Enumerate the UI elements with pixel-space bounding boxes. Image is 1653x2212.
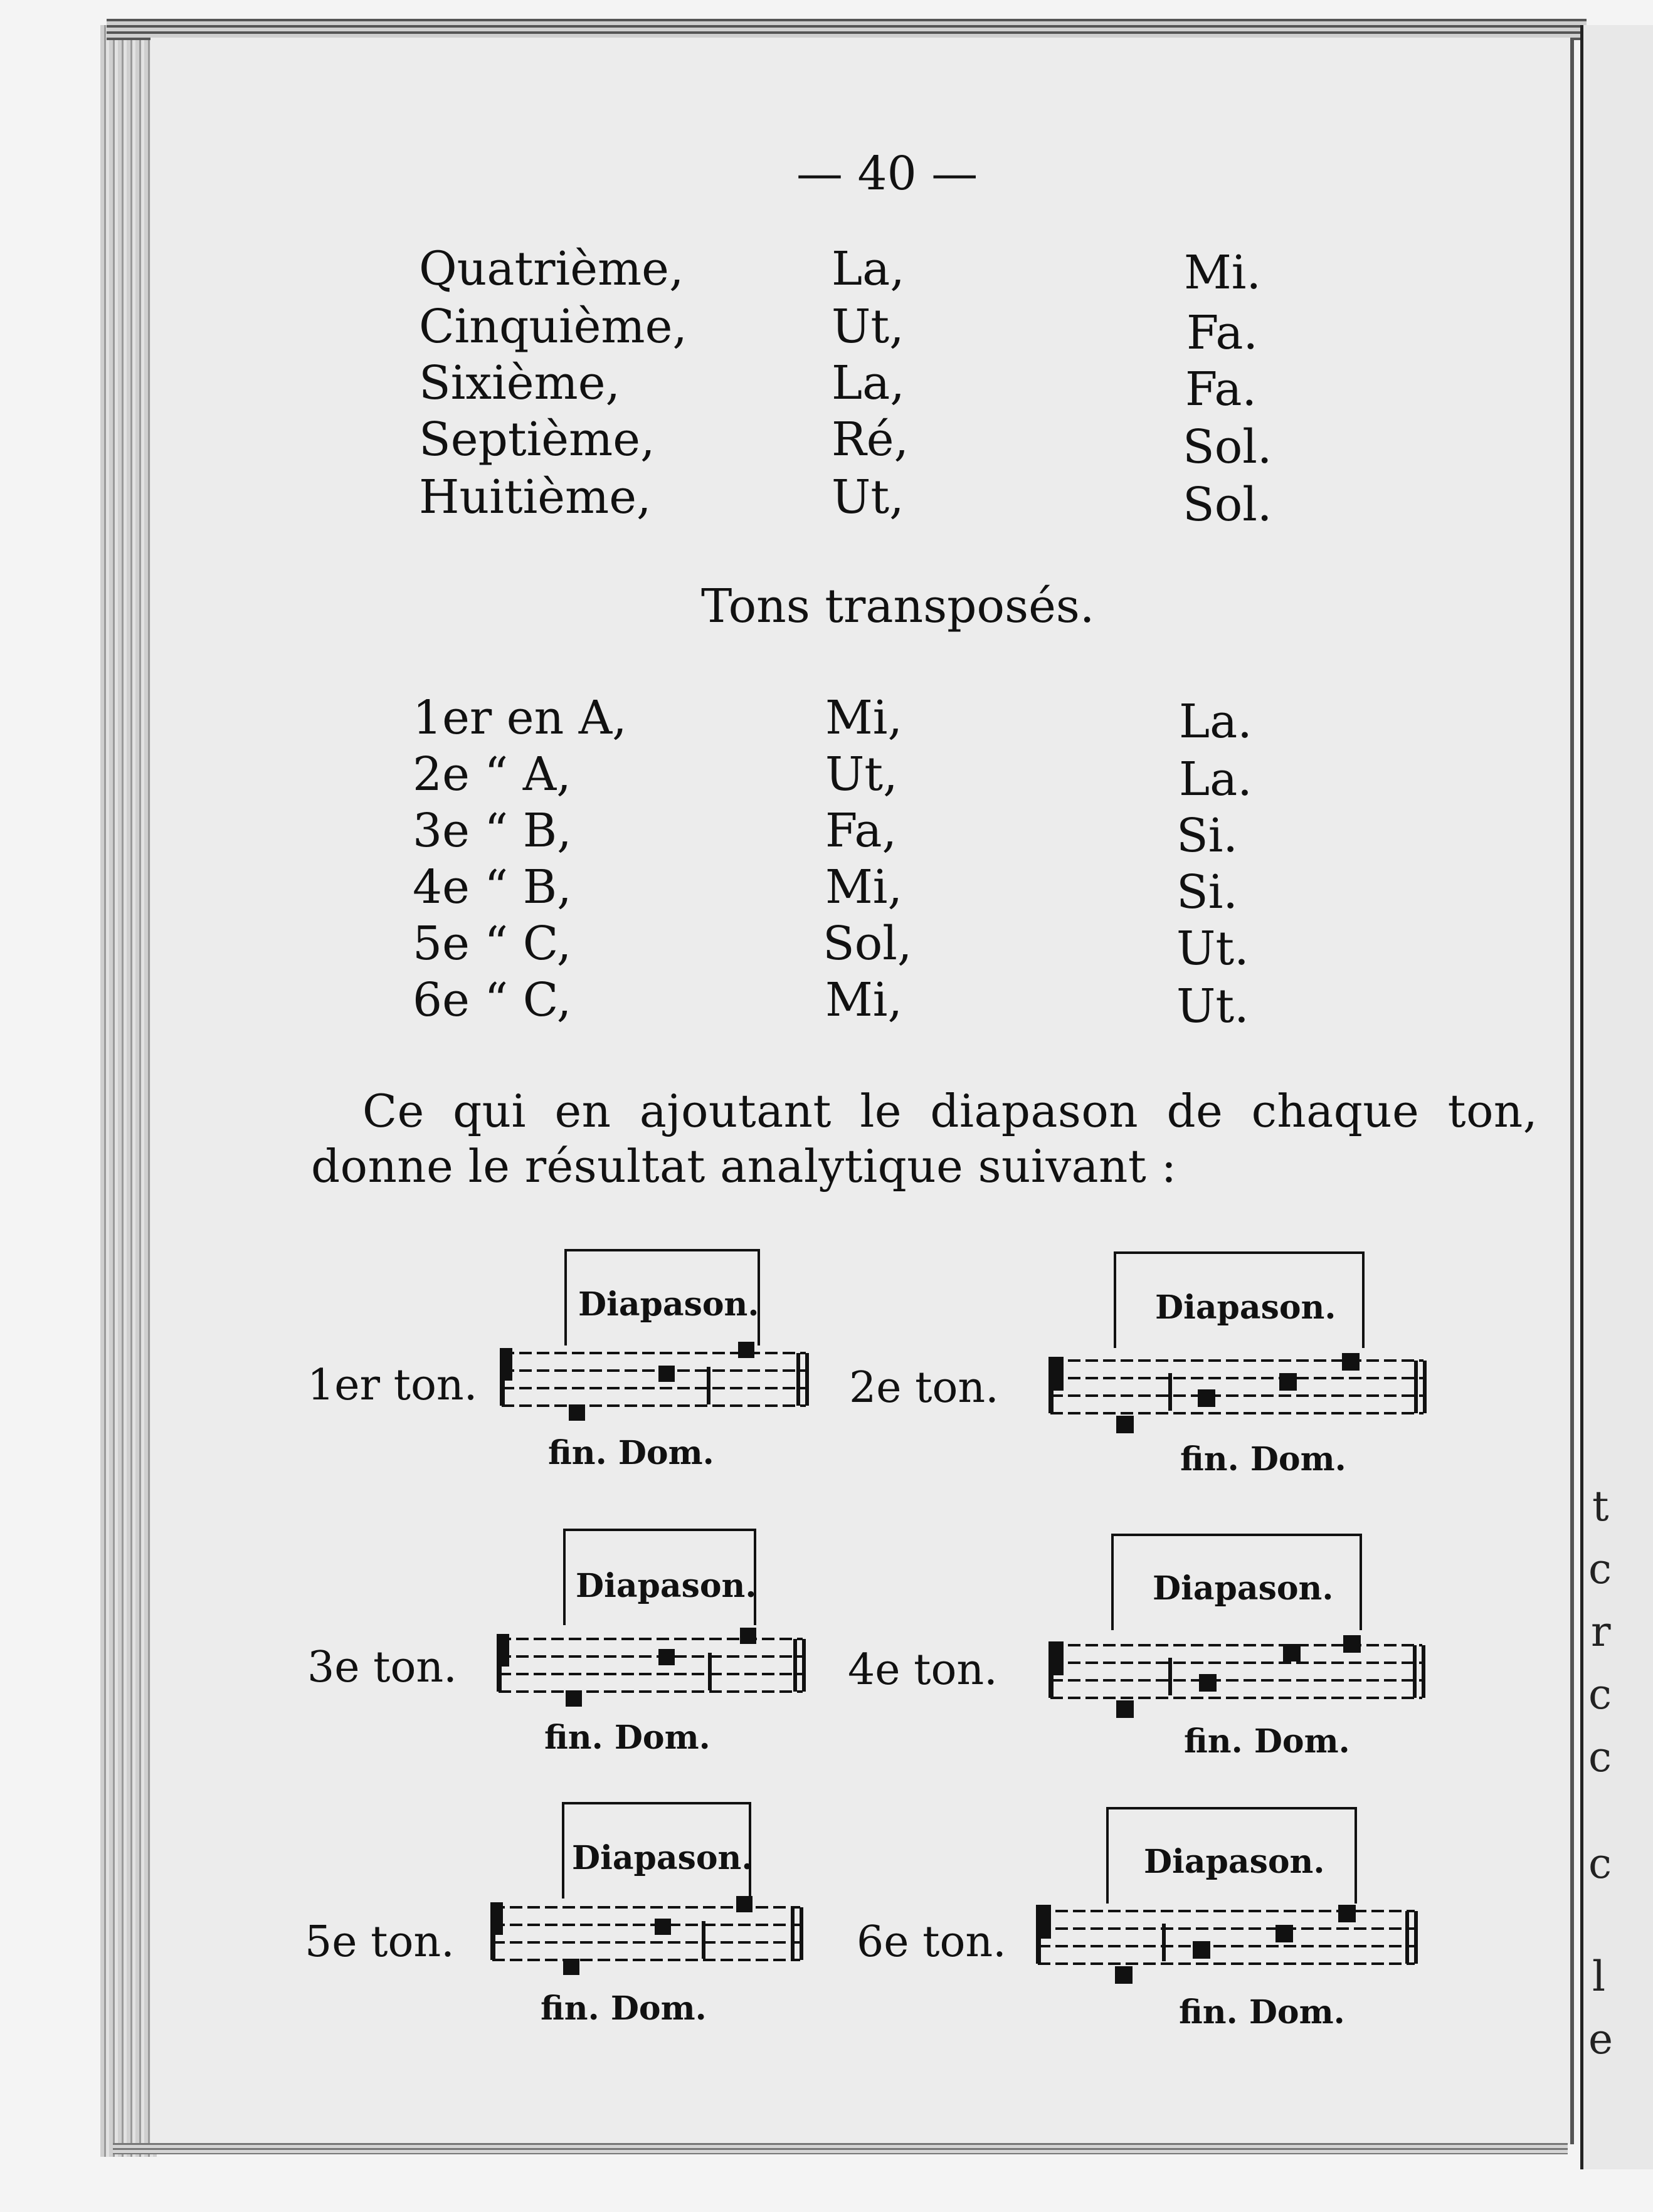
facing-page-letter: c [1588,1733,1612,1781]
ton-label: 1er ton. [307,1361,478,1410]
ton-label: 6e ton. [857,1917,1006,1967]
bottom-page-edge [113,2143,1568,2154]
chant-staff [499,1342,825,1423]
fin-dom-caption: fin. Dom. [548,1434,714,1472]
mode-name: Quatrième, [419,242,684,296]
paragraph-line: donne le résultat analytique suivant : [311,1140,1177,1193]
facing-page-letter: c [1588,1840,1612,1888]
diapason-label: Diapason. [578,1285,759,1324]
ton-label: 3e ton. [307,1643,457,1692]
fin-dom-caption: fin. Dom. [1179,1993,1345,2031]
mode-finale: Ut, [832,470,904,524]
diapason-label: Diapason. [1144,1843,1325,1881]
page-number: — 40 — [796,147,978,201]
facing-page-letter: t [1592,1482,1609,1530]
transposed-ton: 4e “ B, [413,860,572,914]
mode-finale: La, [832,242,905,296]
diapason-label: Diapason. [576,1567,757,1605]
transposed-ton: 5e “ C, [413,917,572,971]
transposed-ton: 6e “ C, [413,973,572,1027]
chant-staff [495,1628,821,1709]
chant-staff [1047,1633,1436,1720]
mode-dominante: Fa. [1186,306,1258,360]
ton-label: 2e ton. [849,1363,999,1413]
transposed-finale: Sol, [823,917,912,971]
mode-finale: Ut, [832,300,904,354]
diapason-label: Diapason. [1153,1569,1334,1608]
transposed-finale: Fa, [825,804,897,858]
mode-dominante: Sol. [1183,478,1272,532]
book-spine-edge [100,25,157,2157]
ton-label: 4e ton. [848,1645,998,1695]
transposed-dominante: Si. [1176,809,1238,863]
diapason-label: Diapason. [1155,1288,1336,1327]
transposed-ton: 1er en A, [413,691,627,745]
mode-finale: Ré, [832,413,909,466]
mode-name: Sixième, [419,356,621,410]
mode-name: Septième, [419,413,655,466]
transposed-dominante: La. [1179,752,1252,806]
mode-dominante: Mi. [1184,246,1261,300]
transposed-dominante: Ut. [1176,979,1249,1033]
transposed-finale: Mi, [825,691,902,745]
transposed-ton: 2e “ A, [413,747,571,801]
transposed-ton: 3e “ B, [413,804,572,858]
transposed-dominante: Si. [1176,865,1238,919]
chant-staff [1047,1348,1436,1436]
paragraph-line: Ce qui en ajoutant le diapason de chaque ton, [362,1085,1538,1137]
chant-staff [1035,1899,1423,1986]
transposed-dominante: Ut. [1176,922,1249,976]
facing-page-letter: c [1588,1670,1612,1719]
facing-page-letter: l [1592,1952,1606,2001]
fin-dom-caption: fin. Dom. [541,1989,707,2028]
mode-dominante: Fa. [1185,362,1257,416]
transposed-heading: Tons transposés. [701,579,1095,633]
top-page-edge [107,19,1587,40]
transposed-finale: Mi, [825,860,902,914]
transposed-finale: Mi, [825,973,902,1027]
facing-page-letter: r [1591,1608,1611,1656]
mode-dominante: Sol. [1183,420,1272,474]
facing-page-letter: c [1588,1545,1612,1593]
mode-name: Cinquième, [419,300,687,354]
fin-dom-caption: fin. Dom. [544,1719,710,1757]
ton-label: 5e ton. [305,1917,455,1967]
transposed-dominante: La. [1179,695,1252,749]
mode-name: Huitième, [419,470,652,524]
facing-page-letter: e [1588,2015,1613,2063]
diapason-label: Diapason. [572,1839,753,1877]
facing-page-strip [1580,25,1653,2169]
fin-dom-caption: fin. Dom. [1184,1722,1350,1761]
fin-dom-caption: fin. Dom. [1180,1440,1346,1478]
transposed-finale: Ut, [825,747,898,801]
mode-finale: La, [832,356,905,410]
chant-staff [489,1896,815,1978]
